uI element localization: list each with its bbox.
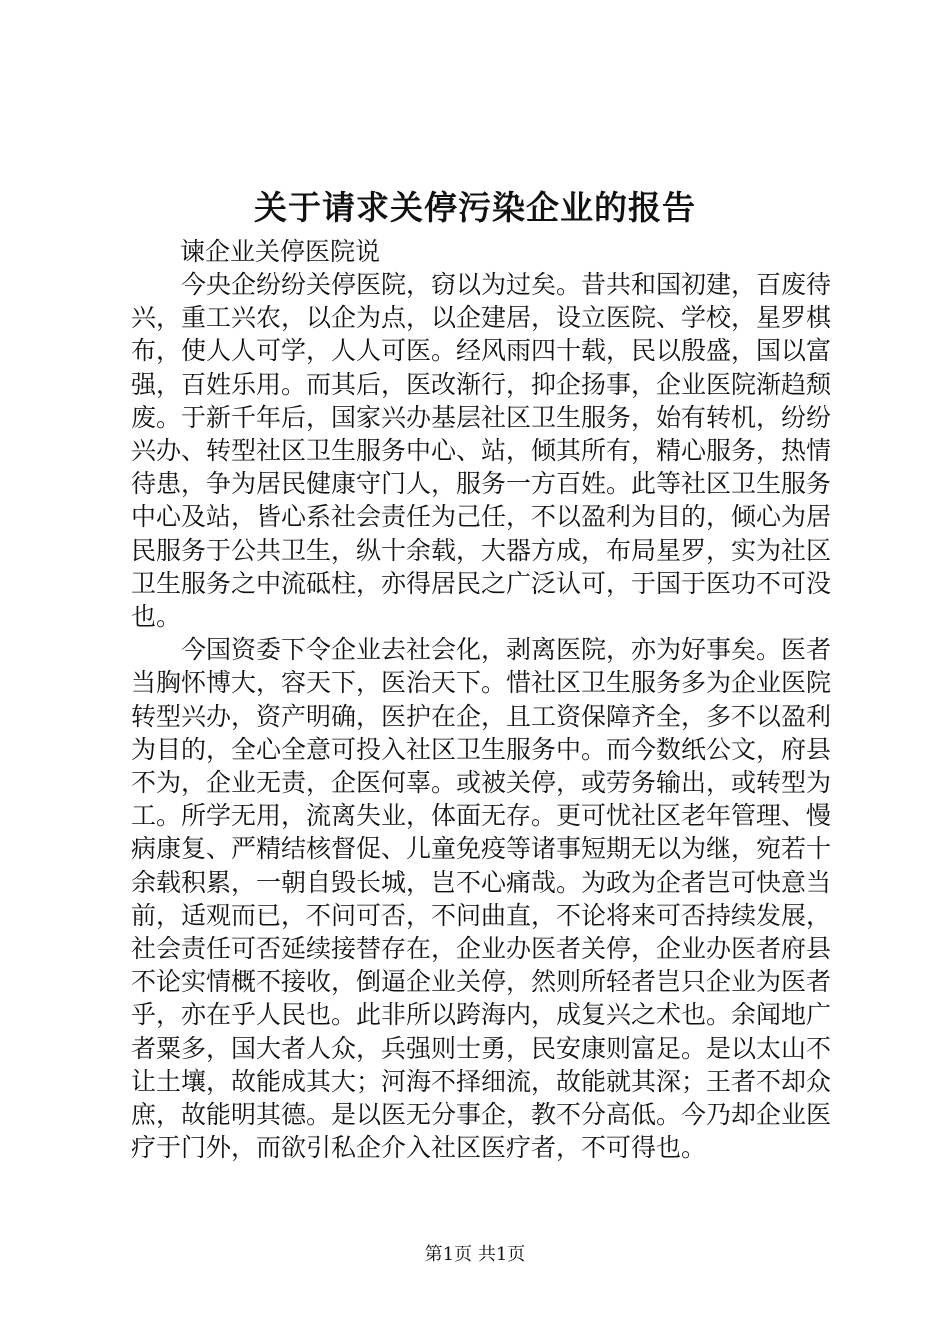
document-title: 关于请求关停污染企业的报告 (254, 188, 696, 227)
document-subtitle: 谏企业关停医院说 (180, 237, 381, 266)
paragraph-1: 今央企纷纷关停医院，窃以为过矣。昔共和国初建，百废待兴，重工兴农，以企为点，以企建居，设立医院、学校，星罗棋布，使人人可学，人人可医。经风雨四十载，民以殷盛，国以富强，百姓乐用。而其后，医改渐行，抑企扬事，企业医院渐趋颓废。于新千年后，国家兴办基层社区卫生服务，始有转机，纷纷兴办、转型社区卫生服务中心、站，倾其所有，精心服务，热情待患，争为居民健康守门人，服务一方百姓。此等社区卫生服务中心及站，皆心系社会责任为己任，不以盈利为目的，倾心为居民服务于公共卫生，纵十余载，大器方成，布局星罗，实为社区卫生服务之中流砥柱，亦得居民之广泛认可，于国于医功不可没也。 (131, 270, 832, 632)
document-body (131, 268, 831, 1164)
page-footer: 第1页 共1页 (424, 1244, 526, 1265)
paragraph-2: 今国资委下令企业去社会化，剥离医院，亦为好事矣。医者当胸怀博大，容天下，医治天下。惜社区卫生服务多为企业医院转型兴办，资产明确，医护在企，且工资保障齐全，多不以盈利为目的，全心全意可投入社区卫生服务中。而今数纸公文，府县不为，企业无责，企医何辜。或被关停，或劳务输出，或转型为工。所学无用，流离失业，体面无存。更可忧社区老年管理、慢病康复、严精结核督促、儿童免疫等诸事短期无以为继，宛若十余载积累，一朝自毁长城，岂不心痛哉。为政为企者岂可快意当前，适观而已，不问可否，不问曲直，不论将来可否持续发展，社会责任可否延续接替存在，企业办医者关停，企业办医者府县不论实情概不接收，倒逼企业关停，然则所轻者岂只企业为医者乎，亦在乎人民也。此非所以跨海内，成复兴之术也。余闻地广者粟多，国大者人众，兵强则士勇，民安康则富足。是以太山不让土壤，故能成其大；河海不择细流，故能就其深；王者不却众庶，故能明其德。是以医无分事企，教不分高低。今乃却企业医疗于门外，而欲引私企介入社区医疗者，不可得也。 (131, 635, 832, 1163)
